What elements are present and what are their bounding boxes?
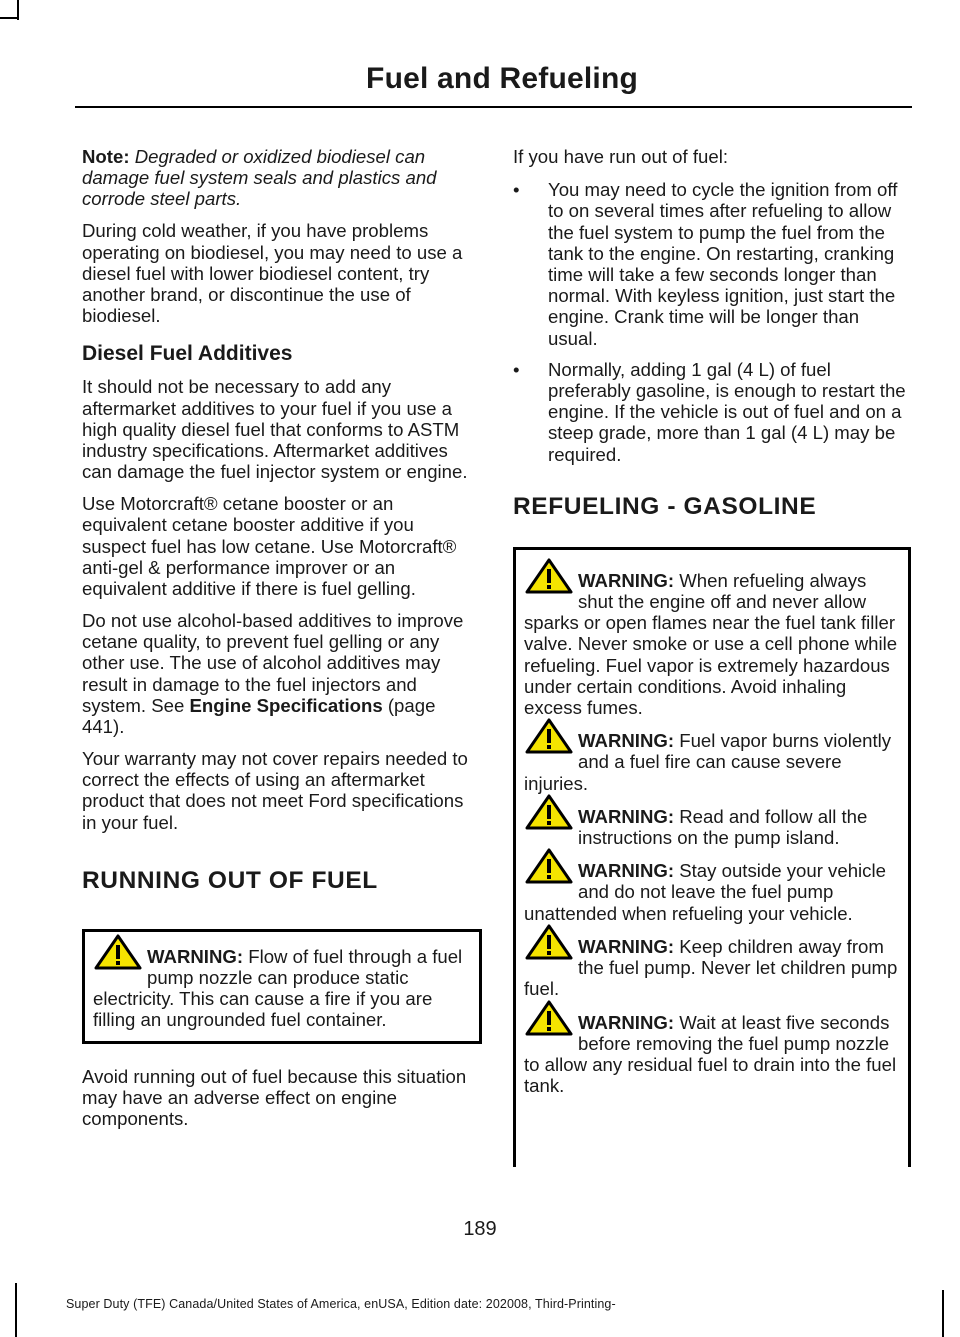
warning-box [82,929,482,1044]
warning-item [524,860,902,924]
warning-triangle-icon [524,558,574,594]
list-item-text: You may need to cycle the ignition from off to on several times after refueling to allow the fuel system to pump the fuel from the tank to the engine. On restarting, cranking time will take a few seconds longer than normal. With keyless ignition, just start the engine. Crank time will be longer than usual. [548,179,898,349]
header-divider [75,106,912,108]
warning-text: Read and follow all the instructions on the pump island. [578,805,868,849]
run-out-list [513,179,911,465]
list-item [513,359,911,465]
warning-text: Fuel vapor burns violently and a fuel fire can cause severe injuries. [524,730,892,794]
note-paragraph [82,146,482,210]
crop-mark [942,1290,944,1337]
warning-item [524,570,902,718]
warning-item [93,946,473,1031]
avoid-running-out-paragraph: Avoid running out of fuel because this situation may have an adverse effect on engine components. [82,1065,467,1130]
warning-text: Stay outside your vehicle and do not leave the fuel pump unattended when refueling your vehicle. [524,860,886,924]
engine-specifications-link[interactable]: Engine Specifications [189,694,383,716]
warning-label: WARNING: [578,1011,675,1033]
bullet-icon: • [513,358,520,380]
section-heading-running-out: RUNNING OUT OF FUEL [82,866,378,894]
warning-text: Wait at least five seconds before removing the fuel pump nozzle to allow any residual fuel to drain into the fuel tank. [524,1011,897,1097]
right-column [513,146,911,1167]
run-out-intro: If you have run out of fuel: [513,146,728,167]
warning-label: WARNING: [578,805,675,827]
footer-text: Super Duty (TFE) Canada/United States of America, enUSA, Edition date: 202008, Third-Printing- [66,1297,616,1311]
warning-item [524,806,902,848]
warning-triangle-icon [93,934,143,970]
additives-paragraph: It should not be necessary to add any aftermarket additives to your fuel if you use a high quality diesel fuel that conforms to ASTM industry specifications. Aftermarket additives can damage the fuel injector system or engine. [82,376,468,483]
warning-item [524,936,902,1000]
list-item-text: Normally, adding 1 gal (4 L) of fuel preferably gasoline, is enough to restart the engine. If the vehicle is out of fuel and on a steep grade, more than 1 gal (4 L) may be required. [548,358,906,465]
warning-label: WARNING: [578,935,675,957]
list-item [513,179,911,349]
warning-text: Keep children away from the fuel pump. Never let children pump fuel. [524,935,898,1000]
warning-text: Flow of fuel through a fuel pump nozzle can produce static electricity. This can cause a fire if you are filling an ungrounded fuel container. [93,945,463,1031]
warning-triangle-icon [524,848,574,884]
warning-item [524,1012,902,1097]
warning-item [524,730,902,794]
warning-label: WARNING: [578,730,675,752]
note-text: Degraded or oxidized biodiesel can damage fuel system seals and plastics and corrode steel parts. [82,146,437,210]
cetane-paragraph: Use Motorcraft® cetane booster or an equivalent cetane booster additive if you suspect fuel has low cetane. Use Motorcraft® anti-gel & performance improver or an equivalent additive if there is fuel gelling. [82,493,457,600]
crop-mark [0,17,18,19]
biodiesel-paragraph: During cold weather, if you have problems operating on biodiesel, you may need to use a diesel fuel with lower biodiesel content, try another brand, or discontinue the use of biodiesel. [82,220,463,327]
warning-triangle-icon [524,718,574,754]
warranty-paragraph: Your warranty may not cover repairs needed to correct the effects of using an aftermarket product that does not meet Ford specifications in your fuel. [82,748,468,833]
crop-mark [15,1283,17,1337]
alcohol-paragraph [82,610,482,737]
section-heading-additives: Diesel Fuel Additives [82,342,293,366]
warning-box [513,547,911,1167]
warning-label: WARNING: [578,860,675,882]
note-label: Note: [82,146,130,167]
page-title: Fuel and Refueling [366,62,638,95]
page-number: 189 [463,1218,497,1240]
left-column [82,146,482,1140]
warning-triangle-icon [524,794,574,830]
section-heading-refueling: REFUELING - GASOLINE [513,492,817,520]
alcohol-text: Do not use alcohol-based additives to improve cetane quality, to prevent fuel gelling or any other use. The use of alcohol additives may result in damage to the fuel injectors and system. See [82,610,464,716]
warning-triangle-icon [524,1000,574,1036]
page-reference: (page 441). [82,694,436,738]
warning-label: WARNING: [147,945,244,967]
warning-label: WARNING: [578,569,675,591]
warning-triangle-icon [524,924,574,960]
bullet-icon: • [513,179,520,201]
warning-text: When refueling always shut the engine off and never allow sparks or open flames near the fuel tank filler valve. Never smoke or use a cell phone while refueling. Fuel vapor is extremely hazardous under certain conditions. Avoid inhaling excess fumes. [524,569,898,719]
